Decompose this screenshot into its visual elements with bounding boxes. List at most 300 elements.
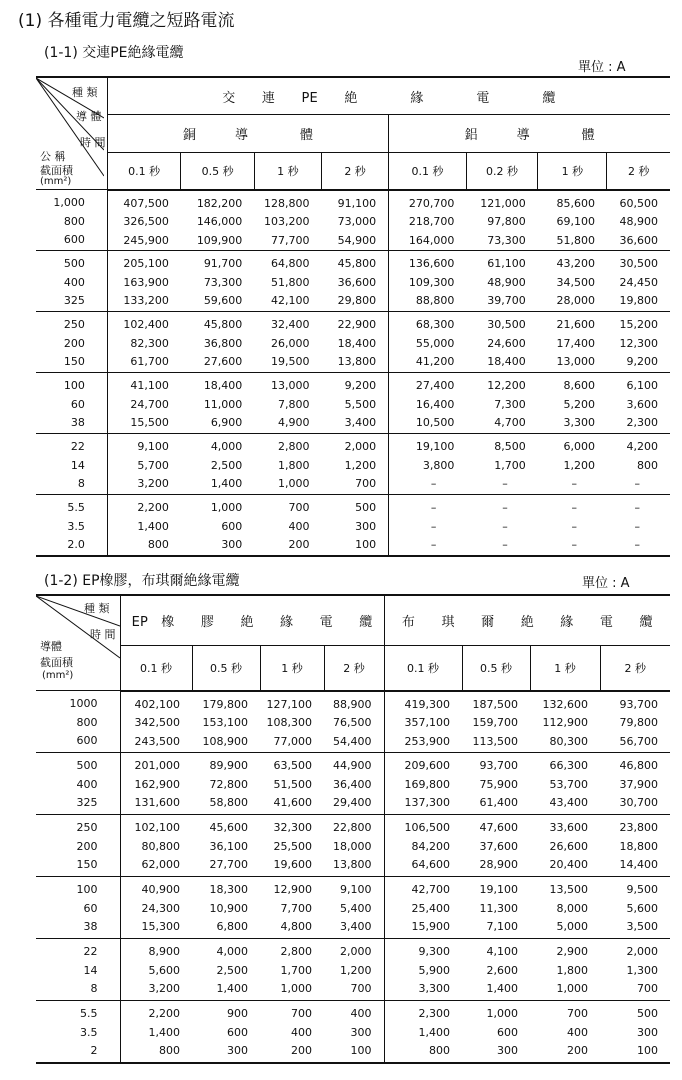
current-value: 4,700 <box>494 416 526 429</box>
data-row-group <box>36 312 670 373</box>
current-value: 1,800 <box>277 458 310 472</box>
value-cell <box>466 312 537 373</box>
current-value: 243,500 <box>134 734 180 748</box>
current-value: – <box>571 477 577 490</box>
current-value: 3,400 <box>344 416 377 429</box>
data-row-group <box>36 434 670 495</box>
current-value: 61,400 <box>479 796 519 809</box>
current-value: 41,200 <box>415 355 455 368</box>
current-value: 34,500 <box>556 275 595 289</box>
value-cell <box>530 1001 600 1063</box>
size-value: 22 <box>83 945 98 958</box>
size-value: 38 <box>70 416 85 429</box>
size-value: 600 <box>76 734 98 747</box>
current-value: 82,300 <box>130 336 169 350</box>
data-row-group <box>36 190 670 251</box>
value-cell <box>254 495 321 556</box>
current-value: 26,600 <box>549 839 589 853</box>
value-cell <box>321 190 388 251</box>
current-value: 8,600 <box>563 379 595 392</box>
current-value: 15,300 <box>141 920 180 933</box>
size-value: 200 <box>76 839 98 853</box>
current-value: – <box>430 538 437 551</box>
current-value: – <box>502 501 508 514</box>
value-cell <box>462 877 530 939</box>
value-cell <box>181 373 254 434</box>
value-cell <box>607 312 670 373</box>
current-value: 326,500 <box>123 215 169 228</box>
value-cell <box>120 815 192 877</box>
value-cell <box>120 691 192 753</box>
value-cell <box>181 312 254 373</box>
current-value: 700 <box>350 982 372 995</box>
current-value: 500 <box>637 1007 659 1020</box>
current-value: 13,000 <box>270 379 310 392</box>
current-value: 12,900 <box>273 883 312 896</box>
value-cell <box>324 815 384 877</box>
value-cell <box>181 190 254 251</box>
value-cell <box>107 495 180 556</box>
current-value: 400 <box>567 1025 589 1039</box>
table2-corner-header <box>36 595 120 691</box>
current-value: 1,000 <box>556 982 589 995</box>
current-value: 24,450 <box>619 275 658 289</box>
current-value: 88,900 <box>333 697 372 711</box>
current-value: 61,100 <box>487 257 526 270</box>
value-cell <box>538 190 607 251</box>
current-value: 36,400 <box>333 777 372 791</box>
size-cell <box>36 434 107 495</box>
current-value: 46,800 <box>619 759 659 772</box>
current-value: 112,900 <box>542 716 589 729</box>
current-value: 7,700 <box>280 901 312 915</box>
table1-unit: 單位 : A <box>578 60 626 75</box>
value-cell <box>254 373 321 434</box>
current-value: 25,400 <box>411 901 451 915</box>
current-value: 36,600 <box>619 233 658 247</box>
value-cell <box>466 495 537 556</box>
current-value: 6,100 <box>626 379 658 392</box>
current-value: – <box>571 501 577 514</box>
current-value: 4,100 <box>486 945 519 958</box>
current-value: 2,200 <box>137 501 169 514</box>
value-cell <box>600 939 670 1001</box>
data-row-group <box>36 251 670 312</box>
current-value: 43,400 <box>549 796 589 809</box>
current-value: 43,200 <box>556 257 595 270</box>
current-value: 42,100 <box>270 294 310 307</box>
current-value: 127,100 <box>266 697 312 711</box>
current-value: 4,000 <box>216 945 248 958</box>
current-value: 13,000 <box>556 355 595 368</box>
current-value: 4,900 <box>277 416 310 429</box>
current-value: 4,200 <box>626 440 658 453</box>
current-value: 51,800 <box>556 233 595 247</box>
current-value: 18,400 <box>337 336 377 350</box>
current-value: 29,800 <box>337 294 377 307</box>
current-value: 121,000 <box>480 196 526 210</box>
value-cell <box>324 939 384 1001</box>
current-value: 106,500 <box>404 821 451 834</box>
current-value: 17,400 <box>556 336 595 350</box>
current-value: 800 <box>637 458 658 472</box>
data-row-group <box>36 753 670 815</box>
value-cell <box>254 251 321 312</box>
table2-group-header-butyl: 布 琪 爾 絶 緣 電 纜 <box>384 595 670 646</box>
corner-nominal-label: 公 稱 <box>40 150 66 163</box>
size-value: 1000 <box>69 697 98 710</box>
table1-time-header: 0.2 秒 <box>466 152 537 190</box>
current-value: 6,800 <box>216 920 248 933</box>
current-value: 4,000 <box>210 440 243 453</box>
value-cell <box>384 815 462 877</box>
corner-kind-label: 種 類 <box>84 602 110 615</box>
current-value: 200 <box>567 1044 589 1057</box>
value-cell <box>462 1001 530 1063</box>
value-cell <box>530 753 600 815</box>
current-value: 48,900 <box>619 215 658 228</box>
current-value: 36,600 <box>337 275 377 289</box>
current-value: 300 <box>497 1044 519 1057</box>
value-cell <box>538 434 607 495</box>
current-value: – <box>430 501 437 514</box>
current-value: 1,000 <box>210 501 243 514</box>
size-value: 200 <box>63 336 85 350</box>
value-cell <box>324 691 384 753</box>
current-value: 37,600 <box>479 839 519 853</box>
current-value: 1,400 <box>137 519 169 533</box>
data-row-group <box>36 1001 670 1063</box>
current-value: 5,400 <box>340 901 372 915</box>
current-value: 2,300 <box>418 1007 451 1020</box>
current-value: 15,900 <box>411 920 451 933</box>
value-cell <box>600 753 670 815</box>
current-value: 73,000 <box>337 215 377 228</box>
current-value: 5,500 <box>344 397 377 411</box>
current-value: 1,400 <box>486 982 519 995</box>
size-value: 100 <box>76 883 98 896</box>
current-value: 3,200 <box>148 982 180 995</box>
corner-area-unit-label: (mm²) <box>42 670 74 681</box>
current-value: 146,000 <box>196 215 243 228</box>
size-value: 8 <box>90 982 98 995</box>
current-value: 13,800 <box>337 355 377 368</box>
data-row-group <box>36 815 670 877</box>
current-value: 19,500 <box>270 355 310 368</box>
current-value: 245,900 <box>123 233 169 247</box>
current-value: 5,700 <box>137 458 169 472</box>
current-value: 85,600 <box>556 196 595 210</box>
size-value: 2 <box>90 1044 98 1057</box>
current-value: 108,300 <box>266 716 312 729</box>
table1 <box>36 76 670 557</box>
size-value: 14 <box>70 458 85 472</box>
table2-time-header: 2 秒 <box>600 646 670 691</box>
current-value: 2,600 <box>486 963 519 977</box>
table1-corner-header <box>36 77 107 190</box>
current-value: 600 <box>227 1025 248 1039</box>
value-cell <box>466 373 537 434</box>
current-value: 68,300 <box>415 318 455 331</box>
current-value: 8,500 <box>494 440 526 453</box>
current-value: 419,300 <box>404 697 451 711</box>
value-cell <box>324 1001 384 1063</box>
current-value: 91,700 <box>203 257 243 270</box>
current-value: 62,000 <box>141 858 180 871</box>
size-cell <box>36 691 120 753</box>
table1-time-header: 0.1 秒 <box>389 152 467 190</box>
current-value: 1,800 <box>556 963 589 977</box>
value-cell <box>321 251 388 312</box>
corner-conductor-label: 導 體 <box>76 110 102 123</box>
corner-conductor-label: 導體 <box>40 640 62 653</box>
current-value: 30,500 <box>619 257 658 270</box>
current-value: 93,700 <box>619 697 659 711</box>
value-cell <box>192 939 260 1001</box>
current-value: 28,000 <box>556 294 595 307</box>
current-value: 600 <box>497 1025 519 1039</box>
value-cell <box>321 312 388 373</box>
current-value: 163,900 <box>123 275 169 289</box>
current-value: 300 <box>227 1044 248 1057</box>
value-cell <box>192 815 260 877</box>
current-value: 64,800 <box>270 257 310 270</box>
current-value: 11,000 <box>203 397 243 411</box>
current-value: 13,800 <box>333 858 372 871</box>
current-value: 2,000 <box>626 945 659 958</box>
current-value: 19,800 <box>619 294 658 307</box>
current-value: 300 <box>355 519 377 533</box>
value-cell <box>254 312 321 373</box>
value-cell <box>600 815 670 877</box>
current-value: 600 <box>221 519 243 533</box>
current-value: 53,700 <box>549 777 589 791</box>
current-value: 10,500 <box>415 416 455 429</box>
current-value: 29,400 <box>333 796 372 809</box>
current-value: 97,800 <box>487 215 526 228</box>
current-value: 8,000 <box>556 901 589 915</box>
current-value: 9,100 <box>340 883 372 896</box>
current-value: 5,600 <box>626 901 659 915</box>
current-value: 19,100 <box>415 440 455 453</box>
value-cell <box>192 877 260 939</box>
value-cell <box>384 939 462 1001</box>
value-cell <box>324 877 384 939</box>
current-value: 205,100 <box>123 257 169 270</box>
size-value: 400 <box>76 777 98 791</box>
current-value: 75,900 <box>479 777 519 791</box>
current-value: 9,200 <box>344 379 377 392</box>
current-value: 20,400 <box>549 858 589 871</box>
table2-time-header: 0.5 秒 <box>192 646 260 691</box>
current-value: 24,700 <box>130 397 169 411</box>
current-value: 93,700 <box>479 759 519 772</box>
table1-sub-header-copper: 銅 導 體 <box>107 115 388 153</box>
current-value: 1,000 <box>486 1007 519 1020</box>
current-value: 5,200 <box>563 397 595 411</box>
current-value: 103,200 <box>263 215 310 228</box>
value-cell <box>107 373 180 434</box>
table2-time-header: 0.5 秒 <box>462 646 530 691</box>
current-value: 18,800 <box>619 839 659 853</box>
current-value: 59,600 <box>203 294 243 307</box>
value-cell <box>260 815 324 877</box>
current-value: – <box>502 477 508 490</box>
size-cell <box>36 495 107 556</box>
value-cell <box>120 753 192 815</box>
value-cell <box>530 877 600 939</box>
current-value: 58,800 <box>209 796 248 809</box>
value-cell <box>389 190 467 251</box>
current-value: 27,400 <box>415 379 455 392</box>
size-value: 800 <box>76 715 98 729</box>
current-value: 39,700 <box>487 294 526 307</box>
value-cell <box>538 373 607 434</box>
value-cell <box>107 312 180 373</box>
size-value: 2.0 <box>67 538 85 551</box>
value-cell <box>254 190 321 251</box>
current-value: 56,700 <box>619 734 659 748</box>
current-value: 84,200 <box>411 839 451 853</box>
size-value: 150 <box>76 858 98 871</box>
size-value: 400 <box>63 275 85 289</box>
current-value: 800 <box>429 1044 451 1057</box>
current-value: 19,600 <box>273 858 312 871</box>
current-value: 13,500 <box>549 883 589 896</box>
current-value: 23,800 <box>619 821 659 834</box>
corner-time-label: 時 間 <box>80 136 106 149</box>
current-value: 21,600 <box>556 318 595 331</box>
current-value: 1,400 <box>148 1025 180 1039</box>
current-value: 100 <box>350 1044 372 1057</box>
current-value: 60,500 <box>619 196 658 210</box>
current-value: 6,900 <box>210 416 243 429</box>
value-cell <box>192 753 260 815</box>
current-value: 500 <box>355 501 377 514</box>
current-value: 54,400 <box>333 734 372 748</box>
data-row-group <box>36 373 670 434</box>
current-value: 400 <box>288 519 310 533</box>
current-value: 1,400 <box>418 1025 451 1039</box>
current-value: 109,900 <box>196 233 243 247</box>
current-value: – <box>571 538 577 551</box>
current-value: 61,700 <box>130 355 169 368</box>
current-value: 3,400 <box>340 920 372 933</box>
current-value: 36,800 <box>203 336 243 350</box>
current-value: 100 <box>637 1044 659 1057</box>
value-cell <box>120 877 192 939</box>
value-cell <box>321 495 388 556</box>
current-value: 700 <box>355 477 377 490</box>
current-value: 3,300 <box>418 982 451 995</box>
current-value: 2,800 <box>277 440 310 453</box>
current-value: – <box>502 538 508 551</box>
value-cell <box>181 495 254 556</box>
current-value: 45,800 <box>337 257 377 270</box>
current-value: 14,400 <box>619 858 659 871</box>
table2-title: (1-2) EP橡膠，布琪爾絶緣電纜 <box>44 573 240 589</box>
current-value: 100 <box>355 538 377 551</box>
value-cell <box>538 251 607 312</box>
current-value: 73,300 <box>487 233 526 247</box>
corner-area-label: 截面積 <box>40 164 73 177</box>
current-value: 1,300 <box>626 963 659 977</box>
current-value: 9,300 <box>418 945 451 958</box>
size-value: 500 <box>63 257 85 270</box>
value-cell <box>384 691 462 753</box>
size-value: 325 <box>63 294 85 307</box>
current-value: 18,400 <box>487 355 526 368</box>
current-value: 2,800 <box>280 945 312 958</box>
current-value: 300 <box>637 1025 659 1039</box>
current-value: 2,000 <box>344 440 377 453</box>
value-cell <box>530 691 600 753</box>
size-value: 60 <box>70 397 85 411</box>
current-value: 45,600 <box>209 821 248 834</box>
value-cell <box>462 939 530 1001</box>
table2-time-header: 1 秒 <box>530 646 600 691</box>
table2-unit: 單位 : A <box>582 576 630 591</box>
table1-time-header: 2 秒 <box>607 152 670 190</box>
value-cell <box>120 1001 192 1063</box>
corner-area-label: 截面積 <box>40 656 73 669</box>
size-value: 3.5 <box>67 519 85 533</box>
current-value: 36,100 <box>209 839 248 853</box>
current-value: 7,100 <box>486 920 519 933</box>
value-cell <box>181 251 254 312</box>
table1-title: (1-1) 交連PE絶緣電纜 <box>44 45 184 61</box>
current-value: 1,000 <box>277 477 310 490</box>
table1-sub-header-aluminum: 鋁 導 體 <box>389 115 670 153</box>
current-value: 159,700 <box>472 716 519 729</box>
current-value: 6,000 <box>563 440 595 453</box>
current-value: 9,100 <box>137 440 169 453</box>
current-value: 201,000 <box>134 759 180 772</box>
current-value: 9,500 <box>626 883 659 896</box>
current-value: – <box>634 501 640 514</box>
value-cell <box>607 495 670 556</box>
current-value: 162,900 <box>134 777 180 791</box>
table2-group-header-ep: EP 橡 膠 絶 緣 電 纜 <box>120 595 384 646</box>
value-cell <box>389 312 467 373</box>
size-value: 5.5 <box>80 1007 98 1020</box>
value-cell <box>466 251 537 312</box>
current-value: 209,600 <box>404 759 451 772</box>
current-value: – <box>430 519 437 533</box>
current-value: 7,300 <box>494 397 526 411</box>
current-value: 32,300 <box>273 821 312 834</box>
current-value: 64,600 <box>411 858 451 871</box>
current-value: 41,600 <box>273 796 312 809</box>
size-value: 14 <box>83 963 98 977</box>
current-value: 169,800 <box>404 777 451 791</box>
size-cell <box>36 190 107 251</box>
current-value: 2,900 <box>556 945 589 958</box>
current-value: 44,900 <box>333 759 372 772</box>
current-value: 136,600 <box>408 257 455 270</box>
data-row-group <box>36 877 670 939</box>
table1-time-header: 2 秒 <box>321 152 388 190</box>
current-value: 253,900 <box>404 734 451 748</box>
current-value: 3,200 <box>137 477 169 490</box>
current-value: 218,700 <box>408 215 455 228</box>
table1-time-header: 0.5 秒 <box>181 152 254 190</box>
current-value: 40,900 <box>141 883 180 896</box>
value-cell <box>600 691 670 753</box>
current-value: 102,400 <box>123 318 169 331</box>
data-row-group <box>36 495 670 556</box>
current-value: 300 <box>221 538 243 551</box>
